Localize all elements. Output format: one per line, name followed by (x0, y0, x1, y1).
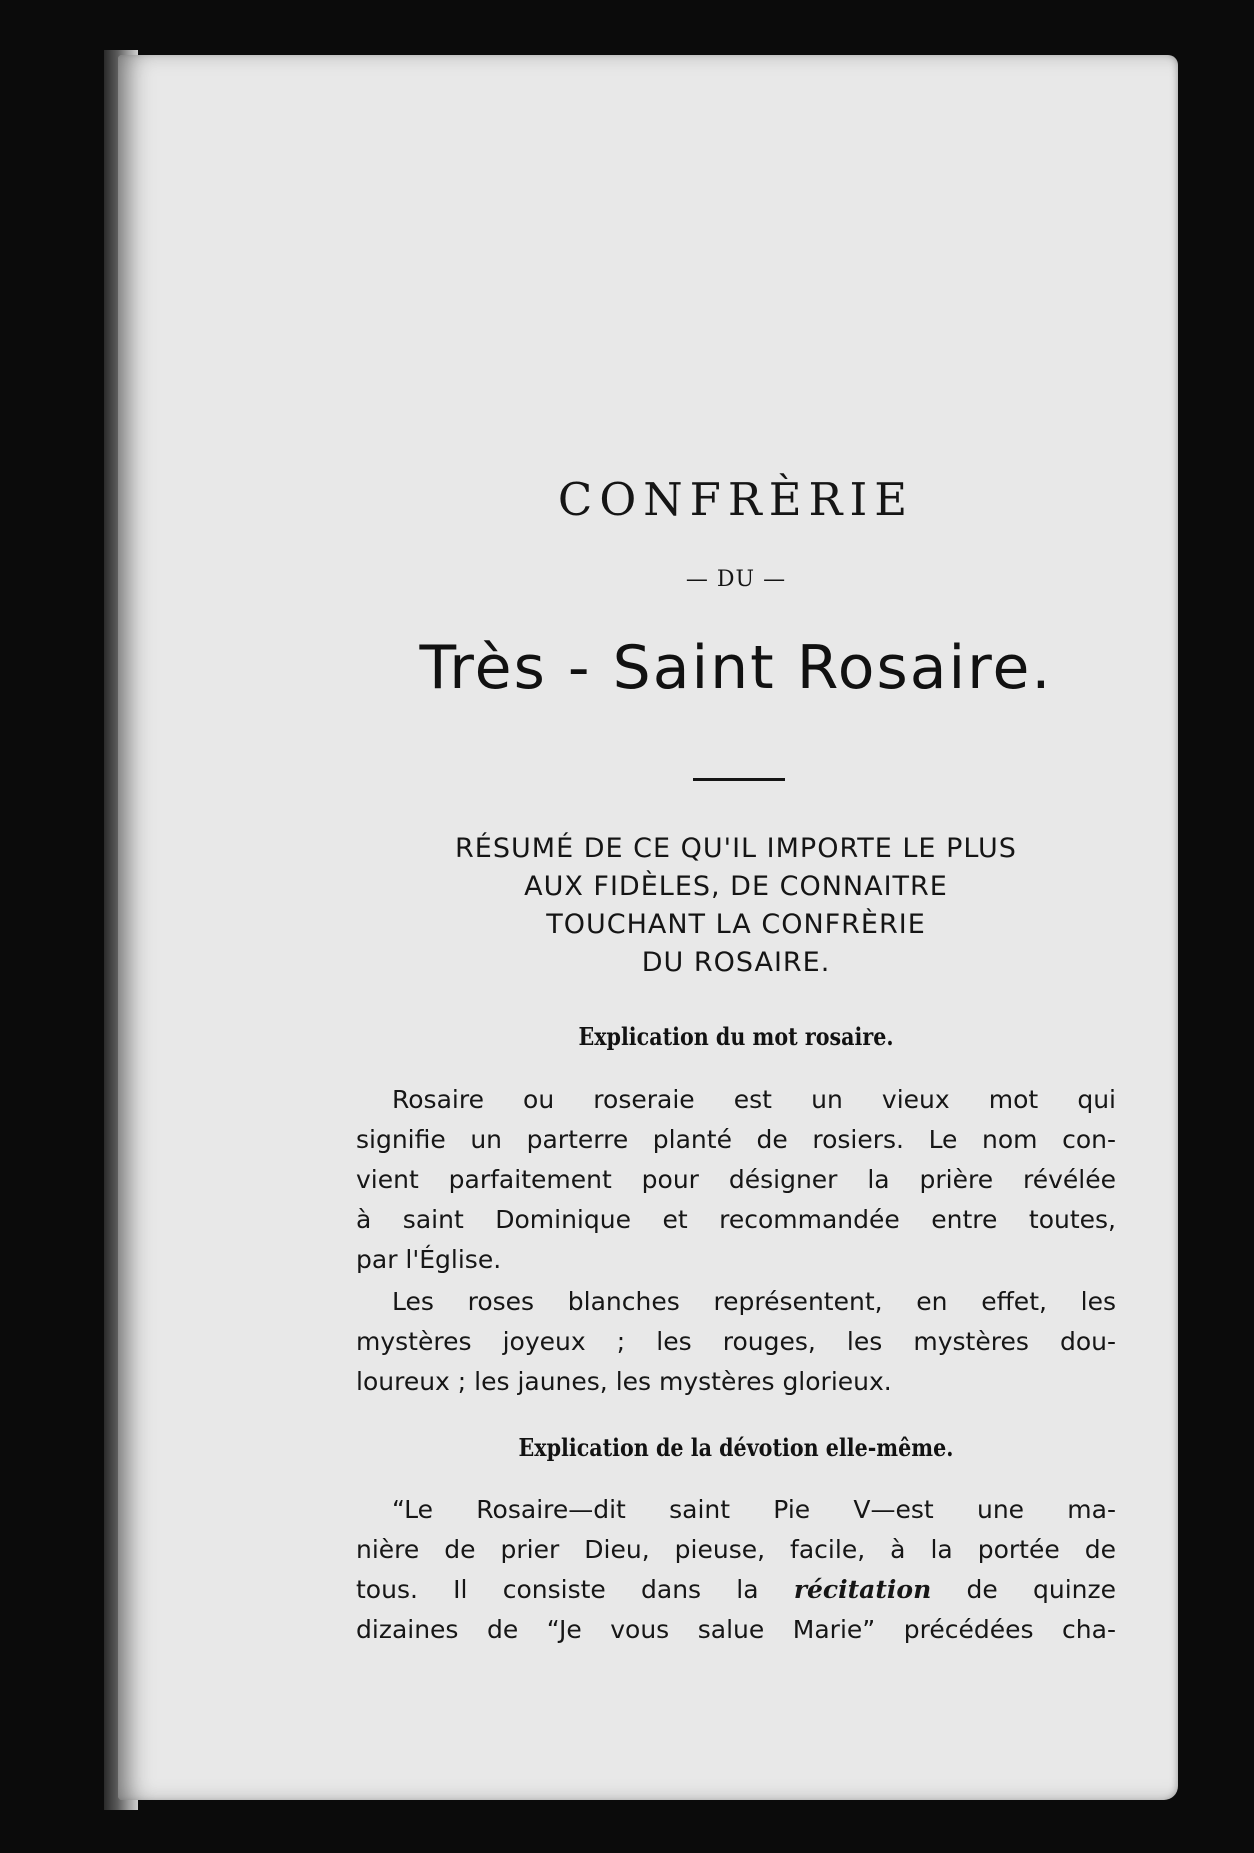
paragraph-line: vient parfaitement pour désigner la prière révélée (356, 1165, 1116, 1194)
paragraph-mot-rosaire (356, 1080, 1116, 1280)
subtitle-line: TOUCHANT LA CONFRÈRIE (546, 909, 926, 940)
subtitle-block (356, 830, 1116, 982)
title-divider-rule (693, 778, 785, 781)
title-tres-saint-rosaire: Très - Saint Rosaire. (419, 633, 1053, 703)
paragraph-line: “Le Rosaire—dit saint Pie V—est une ma- (392, 1495, 1116, 1524)
subtitle-line: DU ROSAIRE. (641, 947, 831, 978)
subtitle-line: RÉSUMÉ DE CE QU'IL IMPORTE LE PLUS (455, 833, 1017, 864)
paragraph-line: dizaines de “Je vous salue Marie” précédées cha- (356, 1615, 1116, 1644)
paragraph-line: Rosaire ou roseraie est un vieux mot qui (392, 1085, 1116, 1114)
paragraph-line: à saint Dominique et recommandée entre toutes, (356, 1205, 1116, 1234)
paragraph-line: nière de prier Dieu, pieuse, facile, à la portée de (356, 1535, 1116, 1564)
paragraph-line: mystères joyeux ; les rouges, les mystères dou- (356, 1327, 1116, 1356)
paragraph-roses (356, 1282, 1116, 1402)
italic-word-recitation: récitation (793, 1575, 932, 1604)
section-heading-devotion: Explication de la dévotion elle-même. (518, 1433, 954, 1462)
paragraph-line: par l'Église. (356, 1245, 502, 1274)
paragraph-line-with-italic (356, 1570, 1116, 1610)
subtitle-line: AUX FIDÈLES, DE CONNAITRE (524, 871, 948, 902)
title-confrerie: CONFRÈRIE (557, 473, 915, 526)
text-run: de quinze (931, 1575, 1116, 1604)
section-heading-mot-rosaire: Explication du mot rosaire. (578, 1022, 894, 1051)
document-page (118, 55, 1178, 1800)
paragraph-line: Les roses blanches représentent, en effet, les (392, 1287, 1116, 1316)
title-du: — DU — (685, 567, 787, 592)
text-run: tous. Il consiste dans la (356, 1575, 794, 1604)
paragraph-line: signifie un parterre planté de rosiers. Le nom con- (356, 1125, 1116, 1154)
paragraph-line: loureux ; les jaunes, les mystères glorieux. (356, 1367, 892, 1396)
paragraph-devotion (356, 1490, 1116, 1650)
